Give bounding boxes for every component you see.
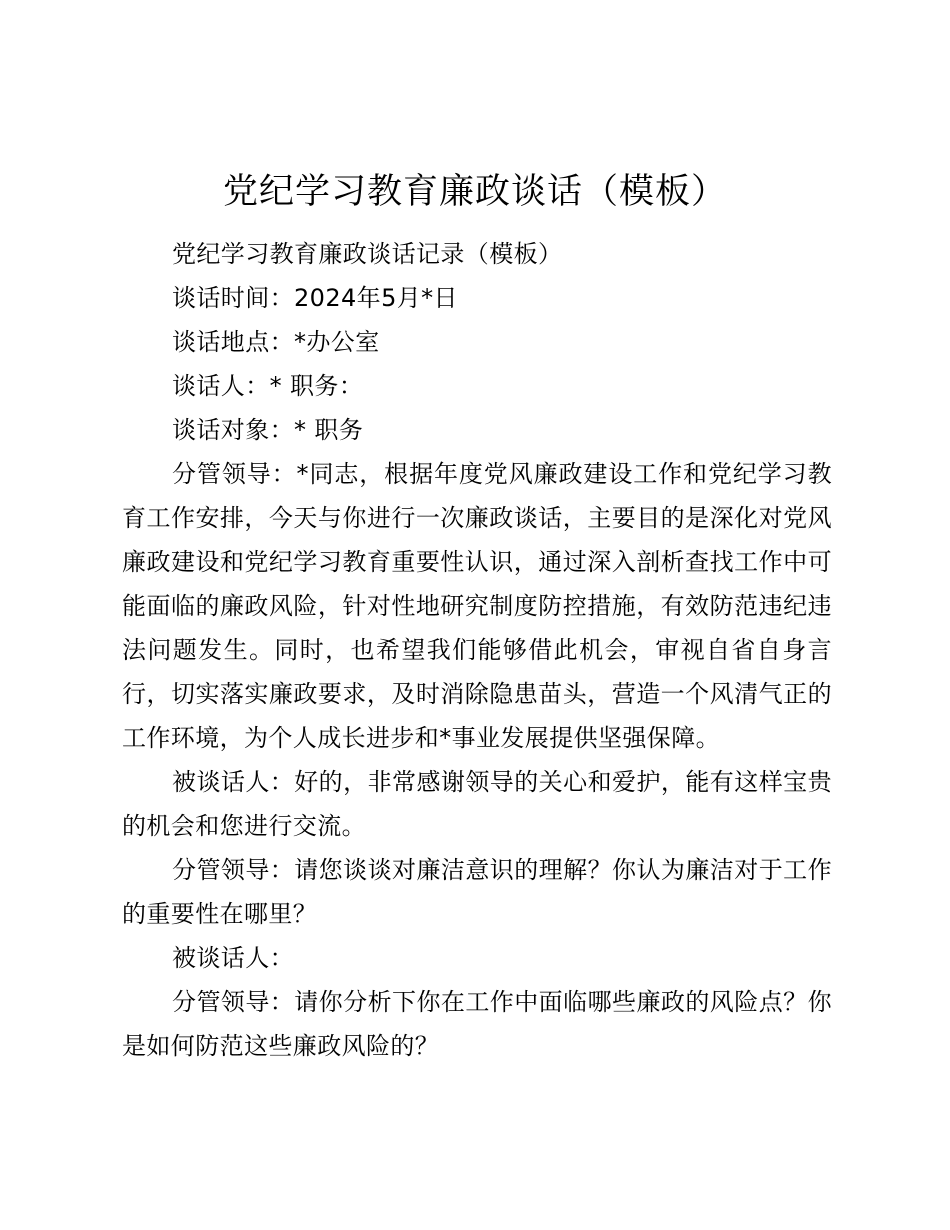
talk-subject-info: 谈话对象：* 职务: [172, 416, 364, 444]
leader-question-2: 分管领导：请你分析下你在工作中面临哪些廉政的风险点？你是如何防范这些廉政风险的？: [122, 988, 832, 1060]
interviewee-answer-1: 被谈话人：: [172, 944, 294, 972]
talk-time: 谈话时间：2024年5月*日: [172, 284, 458, 312]
leader-question-1: 分管领导：请您谈谈对廉洁意识的理解？你认为廉洁对于工作的重要性在哪里？: [122, 856, 832, 928]
interviewee-response-paragraph: 被谈话人：好的，非常感谢领导的关心和爱护，能有这样宝贵的机会和您进行交流。: [122, 768, 832, 840]
document-body: [122, 232, 832, 1068]
talk-location: 谈话地点：*办公室: [172, 328, 380, 356]
document-title: 党纪学习教育廉政谈话（模板）: [222, 172, 727, 212]
leader-opening-paragraph: 分管领导：*同志，根据年度党风廉政建设工作和党纪学习教育工作安排，今天与你进行一次廉政谈话，主要目的是深化对党风廉政建设和党纪学习教育重要性认识，通过深入剖析查找工作中可能面临的廉政风险，针对性地研究制度防控措施，有效防范违纪违法问题发生。同时，也希望我们能够借此机会，审视自省自身言行，切实落实廉政要求，及时消除隐患苗头，营造一个风清气正的工作环境，为个人成长进步和*事业发展提供坚强保障。: [122, 460, 832, 752]
record-subtitle: 党纪学习教育廉政谈话记录（模板）: [172, 240, 563, 268]
talker-info: 谈话人：* 职务：: [172, 372, 364, 400]
